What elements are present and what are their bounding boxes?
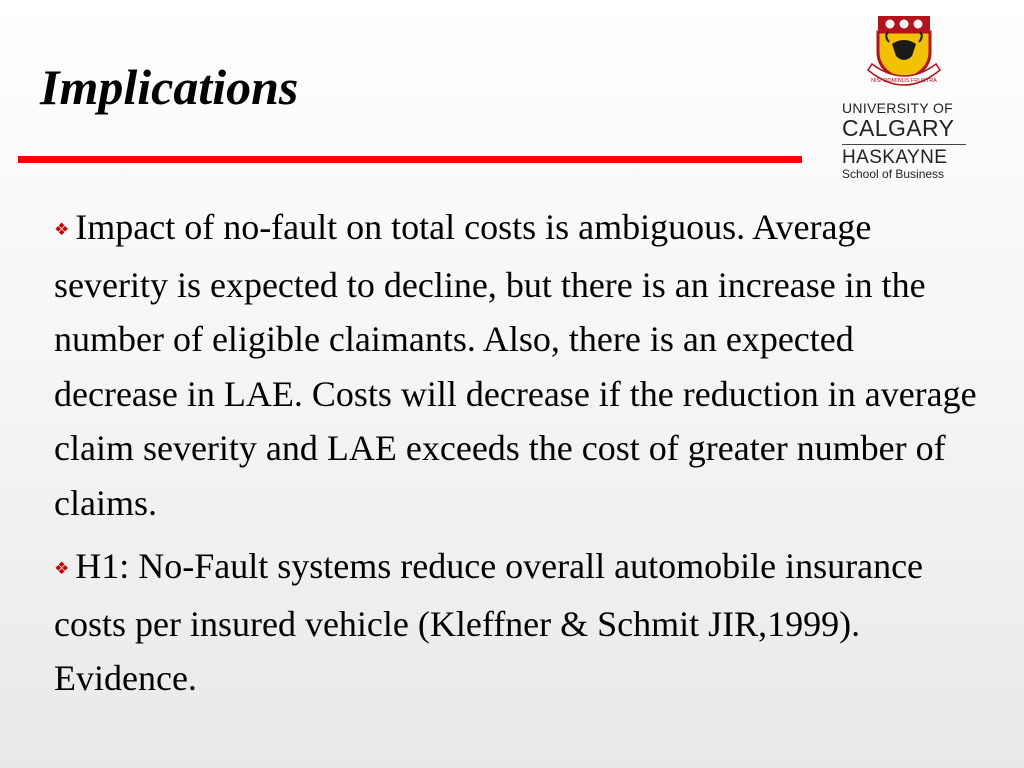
university-logo (842, 14, 966, 182)
bullet-item (54, 539, 984, 706)
logo-haskayne: HASKAYNE (842, 147, 948, 168)
slide-title: Implications (40, 59, 299, 115)
logo-school-of-business: School of Business (842, 167, 945, 181)
bullet-text: H1: No-Fault systems reduce overall automobile insurance costs per insured vehicle (Kleffner & Schmit JIR,1999). Evidence. (54, 546, 924, 698)
diamond-bullet-icon: ❖ (54, 559, 70, 578)
crest-motto: NISI DOMINUS FRUSTRA (871, 78, 937, 84)
bullet-item (54, 200, 984, 530)
logo-divider (842, 144, 966, 145)
title-underline (18, 156, 802, 163)
logo-university-of: UNIVERSITY OF (842, 100, 953, 116)
bullet-text: Impact of no-fault on total costs is ambiguous. Average severity is expected to decline, but there is an increase in the number of eligible claimants. Also, there is an expected decrease in LAE. Costs will decrease if the reduction in average claim severity and LAE exceeds the cost of greater number of claims. (54, 207, 977, 523)
logo-calgary: CALGARY (842, 115, 955, 141)
diamond-bullet-icon: ❖ (54, 220, 70, 239)
slide-body (54, 200, 984, 715)
university-crest-icon (862, 14, 946, 96)
